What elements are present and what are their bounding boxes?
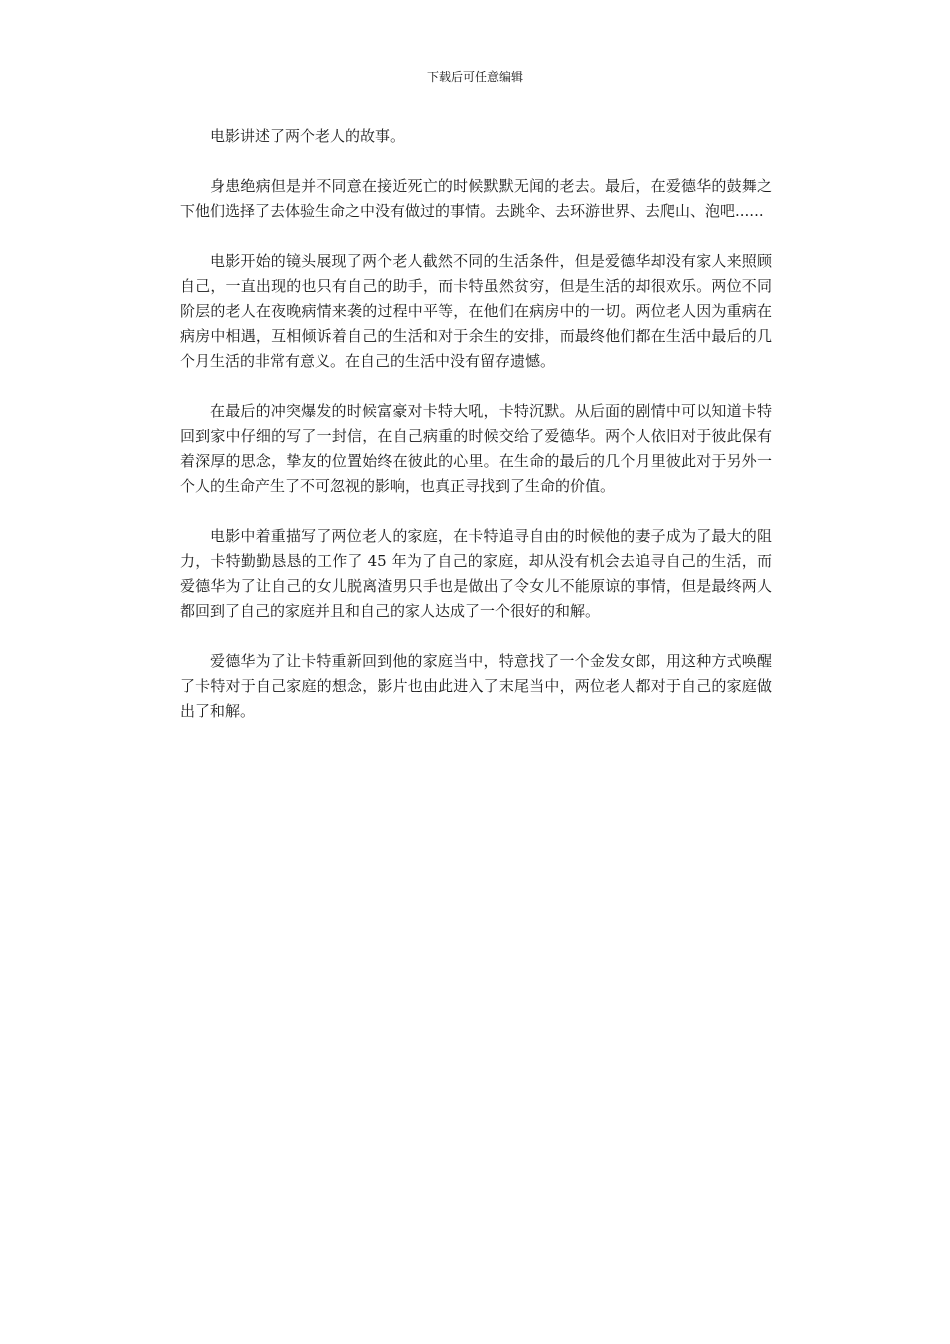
paragraph-6: 爱德华为了让卡特重新回到他的家庭当中，特意找了一个金发女郎，用这种方式唤醒了卡特对于自己家庭的想念，影片也由此进入了末尾当中，两位老人都对于自己的家庭做出了和解。 <box>180 652 772 720</box>
paragraph-5: 电影中着重描写了两位老人的家庭，在卡特追寻自由的时候他的妻子成为了最大的阻力，卡特勤勤恳恳的工作了 45 年为了自己的家庭，却从没有机会去追寻自己的生活，而爱德华为了让自己的女儿脱离渣男只手也是做出了令女儿不能原谅的事情，但是最终两人都回到了自己的家庭并且和自己的家人达成了一个很好的和解。 <box>180 527 772 620</box>
paragraph-1: 电影讲述了两个老人的故事。 <box>210 127 406 145</box>
paragraph-3: 电影开始的镜头展现了两个老人截然不同的生活条件，但是爱德华却没有家人来照顾自己，一直出现的也只有自己的助手，而卡特虽然贫穷，但是生活的却很欢乐。两位不同阶层的老人在夜晚病情来袭的过程中平等，在他们在病房中的一切。两位老人因为重病在病房中相遇，互相倾诉着自己的生活和对于余生的安排，而最终他们都在生活中最后的几个月生活的非常有意义。在自己的生活中没有留存遗憾。 <box>180 252 772 370</box>
page-header: 下载后可任意编辑 <box>426 70 523 84</box>
paragraph-4: 在最后的冲突爆发的时候富豪对卡特大吼，卡特沉默。从后面的剧情中可以知道卡特回到家中仔细的写了一封信，在自己病重的时候交给了爱德华。两个人依旧对于彼此保有着深厚的思念，挚友的位置始终在彼此的心里。在生命的最后的几个月里彼此对于另外一个人的生命产生了不可忽视的影响，也真正寻找到了生命的价值。 <box>180 402 772 495</box>
paragraph-2: 身患绝病但是并不同意在接近死亡的时候默默无闻的老去。最后，在爱德华的鼓舞之下他们选择了去体验生命之中没有做过的事情。去跳伞、去环游世界、去爬山、泡吧...... <box>180 177 772 220</box>
article-body <box>180 124 772 724</box>
